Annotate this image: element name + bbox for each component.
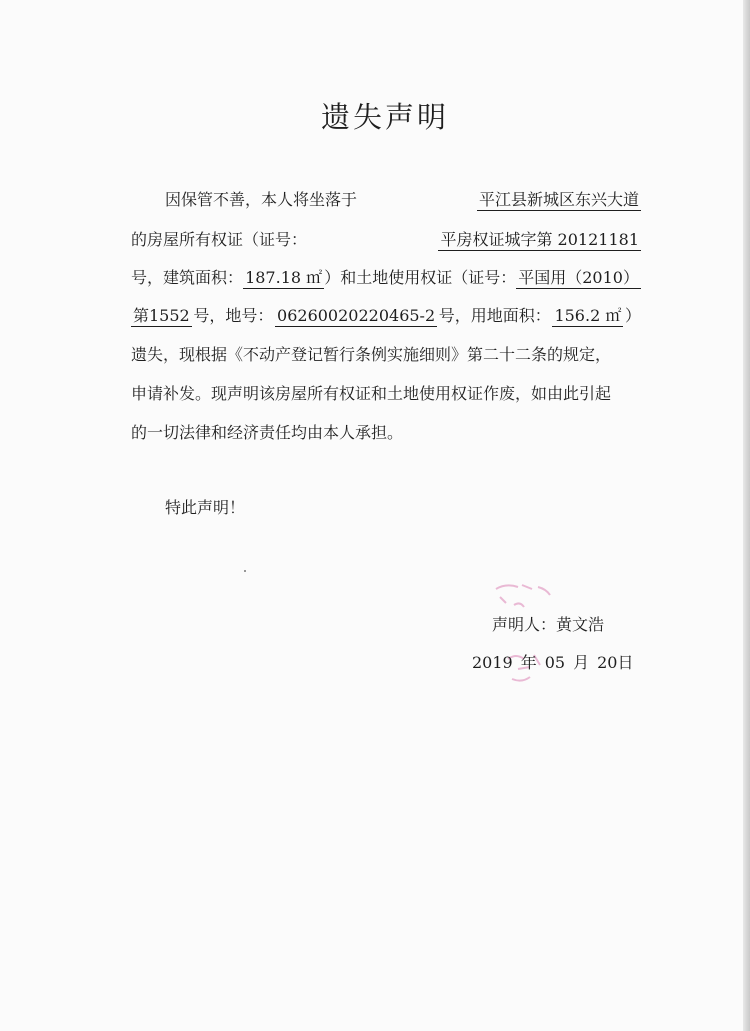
page-title: 遗失声明	[320, 100, 449, 134]
date-month: 05	[544, 653, 566, 672]
land-area: 156.2 ㎡	[554, 306, 622, 325]
statement-line-1	[165, 190, 641, 211]
land-certificate-number: 第1552	[133, 306, 190, 325]
date-month-unit: 月	[573, 653, 590, 672]
statement-text: ）和土地使用权证（证号：	[324, 268, 517, 287]
paper-speck	[244, 570, 246, 572]
statement-line-3	[131, 268, 641, 289]
date-day-unit: 日	[617, 653, 634, 672]
statement-line-2	[131, 230, 641, 251]
statement-text: 因保管不善，本人将坐落于	[165, 190, 358, 209]
statement-text: 号，地号：	[193, 306, 274, 325]
land-certificate-prefix: 平国用（2010）	[518, 268, 639, 287]
date-year-unit: 年	[520, 653, 537, 672]
closing-remark: 特此声明！	[165, 498, 246, 517]
building-area: 187.18 ㎡	[245, 268, 323, 287]
parcel-number: 06260020220465-2	[277, 306, 436, 325]
statement-line-6: 申请补发。现声明该房屋所有权证和土地使用权证作废，如由此引起	[131, 384, 612, 403]
statement-line-4	[131, 306, 641, 327]
declarant-signature: 声明人：黄文浩	[492, 615, 605, 634]
statement-line-5: 遗失，现根据《不动产登记暂行条例实施细则》第二十二条的规定，	[131, 345, 612, 364]
date-day: 20	[597, 653, 618, 672]
statement-line-7: 的一切法律和经济责任均由本人承担。	[131, 423, 404, 442]
house-certificate-number: 平房权证城字第 20121181	[440, 230, 639, 249]
statement-text: ）	[624, 306, 641, 325]
declaration-date	[472, 653, 633, 673]
scan-edge-shadow	[743, 0, 750, 1031]
statement-text: 的房屋所有权证（证号：	[131, 230, 308, 249]
statement-text: 号，用地面积：	[438, 306, 551, 325]
property-location: 平江县新城区东兴大道	[478, 190, 639, 209]
statement-text: 号，建筑面积：	[131, 268, 244, 287]
date-year: 2019	[472, 653, 513, 672]
